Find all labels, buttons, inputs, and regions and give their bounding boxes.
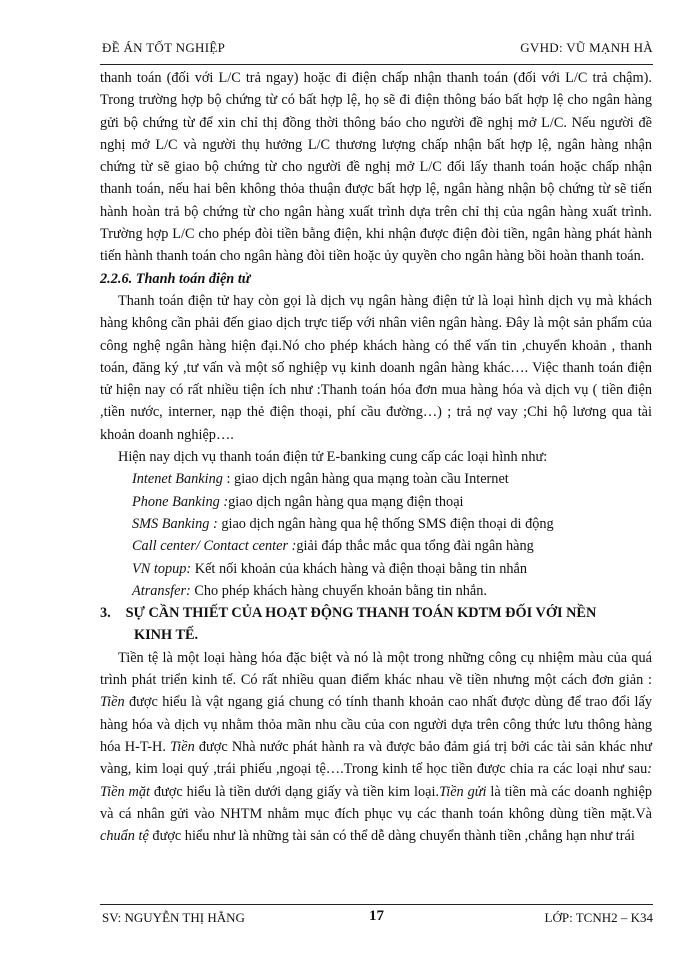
- page-footer: [100, 904, 653, 929]
- service-item: [100, 558, 652, 580]
- services-list: [100, 468, 652, 602]
- service-term: VN topup:: [132, 560, 192, 577]
- term-tien-mat: : Tiền mặt: [100, 761, 652, 800]
- section-heading: [100, 602, 652, 647]
- section-title-line1: SỰ CẦN THIẾT CỦA HOẠT ĐỘNG THANH TOÁN KDTM ĐỐI VỚI NỀN: [125, 605, 597, 622]
- service-item: [100, 491, 652, 513]
- text-run: là tiền mà các doanh nghiệp và cá nhân gửi vào NHTM nhằm mục đích phục vụ các thanh toán không dùng tiền mặt.Và: [100, 783, 653, 822]
- section-title-line2: KINH TẾ.: [134, 627, 199, 644]
- footer-class: LỚP: TCNH2 – K34: [544, 910, 653, 925]
- text-run: được Nhà nước phát hành ra và được bảo đảm giá trị bởi các tài sản khác như vàng, kim loại quý ,trái phiếu ,ngoại tệ….Trong kinh tế học tiền được chia ra các loại như sau: [100, 738, 652, 778]
- section-number: 3.: [100, 605, 111, 622]
- service-item: [100, 580, 652, 602]
- service-item: [100, 513, 652, 535]
- service-term: Intenet Banking: [132, 471, 223, 488]
- service-desc: Kết nối khoản của khách hàng và điện thoại bằng tin nhắn: [191, 560, 528, 577]
- services-list-intro: Hiện nay dịch vụ thanh toán điện tử E-banking cung cấp các loại hình như:: [118, 449, 548, 466]
- term-tien: Tiền: [100, 694, 125, 711]
- term-tien-gui: Tiền gửi: [439, 783, 487, 800]
- document-body: [100, 67, 652, 847]
- footer-student: SV: NGUYỄN THỊ HẰNG: [102, 910, 245, 925]
- paragraph-lc-continued: thanh toán (đối với L/C trả ngay) hoặc đi điện chấp nhận thanh toán (đối với L/C trả chậm). Trong trường hợp bộ chứng từ có bất hợp lệ, họ sẽ đi điện thông báo bất hợp lệ cho ngân hàng gửi bộ chứng từ để xin chỉ thị đồng thời thông báo cho người đề nghị mở L/C. Nếu người đề nghị mở L/C và người thụ hưởng L/C thương lượng chấp nhận bất hợp lệ, ngân hàng nhận chứng từ sẽ giao bộ chứng từ cho người đề nghị mở L/C đối lấy thanh toán hoặc chấp nhận thanh toán, nếu hai bên không thỏa thuận được bất hợp lệ, ngân hàng nhận bộ chứng từ sẽ tiến hành hoàn trả bộ chứng từ cho ngân hàng xuất trình dựa trên chỉ thị của ngân hàng xuất trình. Trường hợp L/C cho phép đòi tiền bằng điện, khi nhận được điện đòi tiền, ngân hàng phát hành tiến hành thanh toán cho ngân hàng đòi tiền hoặc ủy quyền cho ngân hàng bồi hoàn thanh toán.: [100, 70, 652, 265]
- service-item: [100, 535, 652, 557]
- service-desc: : giao dịch ngân hàng qua mạng toàn cầu Internet: [222, 471, 509, 488]
- page-header: [100, 38, 653, 65]
- term-chuan-te: chuẩn tệ: [100, 828, 149, 845]
- paragraph-e-banking: Thanh toán điện tử hay còn gọi là dịch vụ ngân hàng điện tử là loại hình dịch vụ mà khách hàng không cần phải đến giao dịch trực tiếp với nhân viên ngân hàng. Đây là một sản phẩm của công nghệ ngân hàng hiện đại.Nó cho phép khách hàng có thể vấn tin ,chuyển khoản , thanh toán, đăng ký ,tư vấn và một số nghiệp vụ kinh doanh ngân hàng khác…. Việc thanh toán điện tử hiện nay có rất nhiều tiện ích như :Thanh toán hóa đơn mua hàng hóa và dịch vụ ( tiền điện ,tiền nước, interner, nạp thẻ điện thoại, phí cầu đường…) ; trả nợ vay ;Chi hộ lương qua tài khoản doanh nghiệp….: [100, 292, 652, 443]
- service-term: SMS Banking :: [132, 515, 218, 532]
- text-run: được hiểu là tiền dưới dạng giấy và tiền kim loại.: [149, 783, 440, 800]
- subheading-e-payment: 2.2.6. Thanh toán điện tử: [100, 270, 251, 287]
- service-term: Phone Banking :: [132, 493, 229, 510]
- text-run: Tiền tệ là một loại hàng hóa đặc biệt và nó là một trong những công cụ nhiệm màu của quá trình phát triển kinh tế. Có rất nhiều quan điểm khác nhau về tiền nhưng một cách đơn giản :: [100, 649, 652, 689]
- service-desc: giao dịch ngân hàng qua hệ thống SMS điện thoại di động: [217, 515, 554, 532]
- service-term: Atransfer:: [132, 582, 191, 599]
- page-number: 17: [369, 908, 384, 924]
- text-run: được hiểu như là những tài sản có thể dễ dàng chuyển thành tiền ,chẳng hạn như trái: [148, 828, 635, 845]
- header-thesis-title: ĐỀ ÁN TỐT NGHIỆP: [102, 40, 226, 55]
- service-desc: giao dịch ngân hàng qua mạng điện thoại: [228, 493, 464, 510]
- header-advisor: GVHD: VŨ MẠNH HÀ: [520, 40, 653, 55]
- service-term: Call center/ Contact center :: [132, 538, 297, 555]
- service-desc: giải đáp thắc mắc qua tổng đài ngân hàng: [296, 538, 534, 555]
- paragraph-money-definition: [100, 647, 652, 848]
- service-desc: Cho phép khách hàng chuyển khoản bằng tin nhắn.: [190, 582, 487, 599]
- text-run: được hiểu là vật ngang giá chung có tính thanh khoản cao nhất được dùng để trao đổi lấy hàng hóa và dịch vụ nhằm thỏa mãn nhu cầu của con người dựa trên công thức lưu thông hàng hóa H-T-H.: [100, 694, 652, 755]
- service-item: [100, 468, 652, 490]
- term-tien: Tiền: [170, 738, 195, 755]
